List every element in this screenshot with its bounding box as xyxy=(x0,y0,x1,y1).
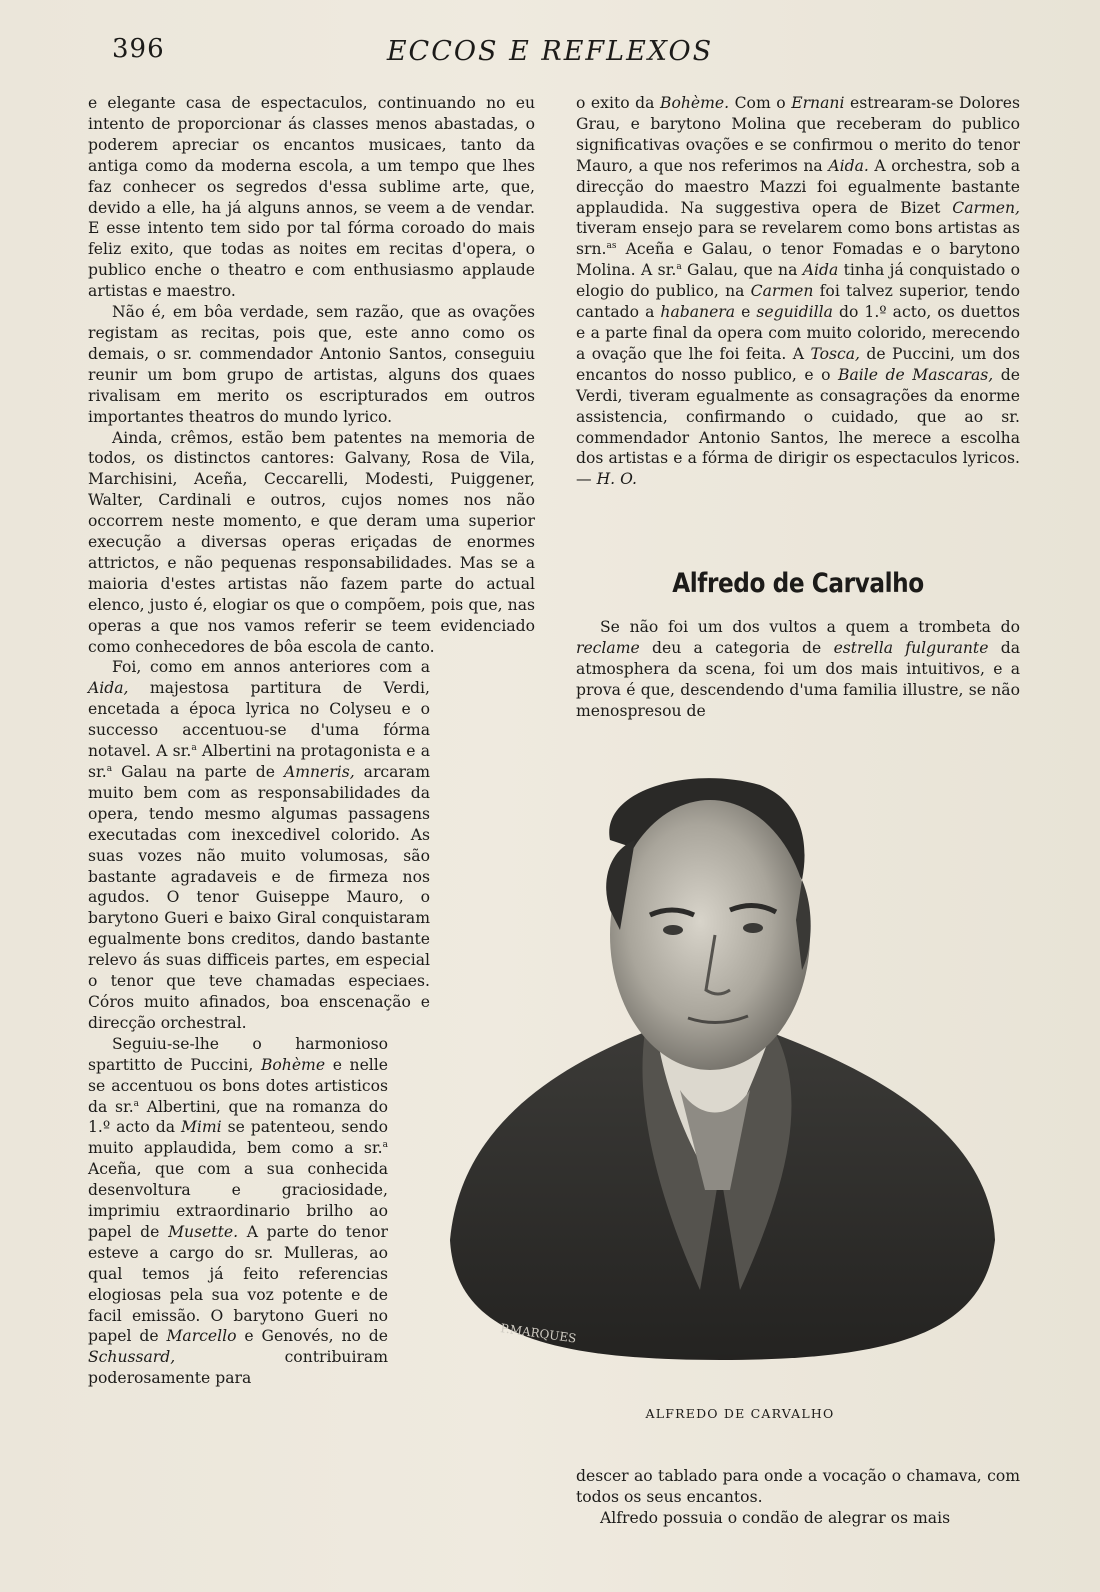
running-title: ECCOS E REFLEXOS xyxy=(386,36,714,67)
paragraph: Se não foi um dos vultos a quem a trombeta do reclame deu a categoria de estrella fulgurante da atmosphera da scena, foi um dos mais intuitivos, e a prova é que, descendendo d'uma familia illustre, se não menospresou de xyxy=(576,618,1020,720)
engraver-signature: P.MARQUES xyxy=(499,1321,578,1346)
portrait-photo xyxy=(430,770,1010,1370)
article-continuation xyxy=(576,1466,1020,1529)
paragraph: Alfredo possuia o condão de alegrar os mais xyxy=(600,1508,951,1527)
paragraph: Ainda, crêmos, estão bem patentes na memoria de todos, os distinctos cantores: Galvany, Rosa de Vila, Marchisini, Aceña, Ceccarelli, Modesti, Puiggener, Walter, Cardinali e outros, cujos nomes nos não occorrem neste momento, e que deram uma superior execução a diversas operas eriçadas de enormes attrictos, e não pequenas responsabilidades. Mas se a maioria d'estes artistas não fazem parte do actual elenco, justo é, elogiar os que o compõem, pois que, nas operas a que nos vamos referir se teem evidenciado como conhecedores de bôa escola de canto. xyxy=(88,428,535,656)
paragraph: e elegante casa de espectaculos, continuando no eu intento de proporcionar ás classes menos abastadas, o poderem apreciar os encantos musicaes, tanto da antiga como da moderna escola, a um tempo que lhes faz conhecer os segredos d'essa sublime arte, que, devido a elle, ha já alguns annos, se veem a de vendar. E esse intento tem sido por tal fórma coroado do mais feliz exito, que todas as noites em recitas d'opera, o publico enche o theatro e com enthusiasmo applaude artistas e maestro. xyxy=(88,94,535,301)
paragraph: Não é, em bôa verdade, sem razão, que as ovações registam as recitas, pois que, este anno como os demais, o sr. commendador Antonio Santos, conseguiu reunir um bom grupo de artistas, alguns dos quaes rivalisam em merito os escripturados em outros importantes theatros do mundo lyrico. xyxy=(88,303,535,426)
paragraph: Seguiu-se-lhe o harmonioso spartitto de Puccini, Bohème e nelle se accentuou os bons dotes artisticos da sr.$^a$ Albertini, que na romanza do 1.º acto da Mimi se patenteou, sendo muito applaudida, bem como a sr.$^a$ Aceña, que com a sua conhecida desenvoltura e graciosidade, imprimiu extraordinario brilho ao papel de Musette. A parte do tenor esteve a cargo do sr. Mulleras, ao qual temos já feito referencias elogiosas pela sua voz potente e de facil emissão. O barytono Gueri no papel de Marcello e Genovés, no de Schussard, contribuiram poderosamente para xyxy=(88,1034,389,1388)
author-signature: H. O. xyxy=(596,470,637,489)
paragraph: descer ao tablado para onde a vocação o chamava, com todos os seus encantos. xyxy=(576,1467,1020,1506)
photo-caption: ALFREDO DE CARVALHO xyxy=(645,1406,835,1421)
article-title: Alfredo de Carvalho xyxy=(672,568,924,599)
page-number: 396 xyxy=(112,34,165,64)
paragraph: o exito da Bohème. Com o Ernani estrearam-se Dolores Grau, e barytono Molina que receberam do publico significativas ovações e se confirmou o merito do tenor Mauro, a que nos referimos na Aida. A orchestra, sob a direcção do maestro Mazzi foi egualmente bastante applaudida. Na suggestiva opera de Bizet Carmen, tiveram ensejo para se revelarem como bons artistas as srn.$^{as}$ Aceña e Galau, o tenor Fomadas e o barytono Molina. A sr.$^a$ Galau, que na Aida tinha já conquistado o elogio do publico, na Carmen foi talvez superior, tendo cantado a habanera e seguidilla do 1.º acto, os duettos e a parte final da opera com muito colorido, merecendo a ovação que lhe foi feita. A Tosca, de Puccini, um dos encantos do nosso publico, e o Baile de Mascaras, de Verdi, tiveram egualmente as consagrações da enorme assistencia, confirmando o cuidado, que ao sr. commendador Antonio Santos, lhe merece a escolha dos artistas e a fórma de dirigir os espectaculos lyricos. — H. O. xyxy=(576,94,1021,489)
article-intro xyxy=(576,617,1020,722)
right-column xyxy=(576,93,1020,490)
paragraph: Foi, como em annos anteriores com a Aida, majestosa partitura de Verdi, encetada a época lyrica no Colyseu e o successo accentuou-se d'uma fórma notavel. A sr.$^a$ Albertini na protagonista e a sr.$^a$ Galau na parte de Amneris, arcaram muito bem com as responsabilidades da opera, tendo mesmo algumas passagens executadas com inexcedivel colorido. As suas vozes não muito volumosas, são bastante agradaveis e de firmeza nos agudos. O tenor Guiseppe Mauro, o barytono Gueri e baixo Giral conquistaram egualmente bons creditos, dando bastante relevo ás suas difficeis partes, em especial o tenor que teve chamadas especiaes. Córos muito afinados, boa enscenação e direcção orchestral. xyxy=(88,658,431,1032)
